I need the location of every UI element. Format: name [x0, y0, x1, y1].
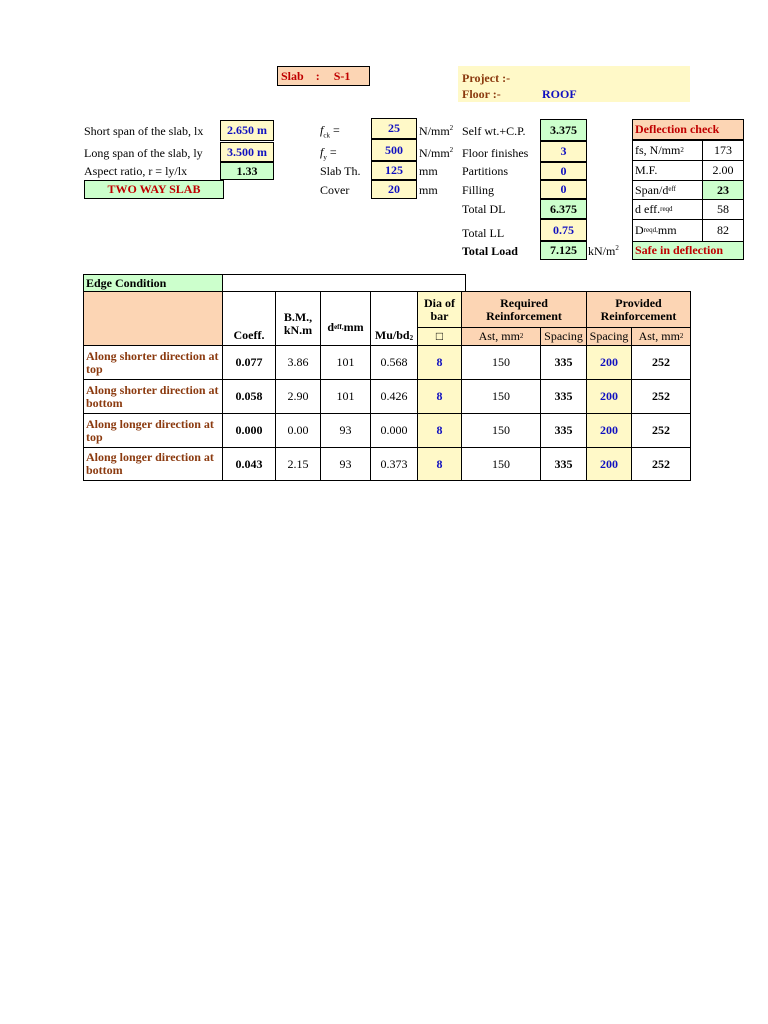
header-provided: Provided Reinforcement	[586, 291, 691, 328]
row-ast-req: 150	[461, 345, 541, 380]
row-ast-prov: 252	[631, 447, 691, 481]
row-bm: 3.86	[275, 345, 321, 380]
deflection-title: Deflection check	[632, 119, 744, 140]
fck-label: $f_{ck}$ =	[320, 123, 340, 140]
total-load-label: Total Load	[462, 244, 518, 258]
row-mubd: 0.568	[370, 345, 418, 380]
edge-condition-label: Edge Condition	[83, 274, 223, 292]
row-ast-req: 150	[461, 447, 541, 481]
total-load-value: 7.125	[540, 241, 587, 260]
cover-unit: mm	[419, 183, 438, 197]
fck-unit: $N/mm^2$	[419, 124, 454, 138]
row-bm: 0.00	[275, 413, 321, 448]
fs-value: 173	[702, 140, 744, 161]
self-wt-label: Self wt.+C.P.	[462, 124, 526, 138]
row-coeff: 0.043	[222, 447, 276, 481]
floor-value: ROOF	[542, 87, 577, 101]
header-spacing-req: Spacing	[540, 327, 587, 346]
slab-value: S-1	[333, 68, 351, 83]
short-span-label: Short span of the slab, lx	[84, 124, 204, 138]
edge-condition-input[interactable]	[222, 274, 466, 292]
deff-reqd-label: d eff. reqd	[632, 199, 703, 220]
row-mubd: 0.000	[370, 413, 418, 448]
slab-colon: :	[315, 68, 320, 83]
slab-label: Slab	[281, 68, 304, 83]
fs-label: fs, N/mm 2	[632, 140, 703, 161]
row-coeff: 0.077	[222, 345, 276, 380]
partitions-value[interactable]: 0	[540, 162, 587, 180]
header-deff: d eff, mm	[320, 291, 371, 346]
dreqd-value: 82	[702, 219, 744, 242]
row-dia[interactable]: 8	[417, 413, 462, 448]
header-ast-req: Ast, mm 2	[461, 327, 541, 346]
row-spacing-req: 335	[540, 413, 587, 448]
header-required: Required Reinforcement	[461, 291, 587, 328]
row-dia[interactable]: 8	[417, 379, 462, 414]
project-label: Project :-	[462, 71, 511, 85]
aspect-label: Aspect ratio, r = ly/lx	[84, 164, 188, 178]
filling-label: Filling	[462, 183, 495, 197]
row-spacing-prov[interactable]: 200	[586, 345, 632, 380]
row-label: Along shorter direction at top	[83, 345, 223, 380]
header-coeff: Coeff.	[222, 291, 276, 346]
row-dia[interactable]: 8	[417, 345, 462, 380]
slab-th-label: Slab Th.	[320, 164, 361, 178]
fy-unit: $N/mm^2$	[419, 146, 454, 160]
header-dia: Dia of bar	[417, 291, 462, 328]
header-blank	[83, 291, 223, 346]
header-spacing-prov: Spacing	[586, 327, 632, 346]
header-dia-symbol: □	[417, 327, 462, 346]
row-spacing-prov[interactable]: 200	[586, 379, 632, 414]
span-deff-value: 23	[702, 180, 744, 200]
row-bm: 2.15	[275, 447, 321, 481]
row-ast-prov: 252	[631, 345, 691, 380]
row-coeff: 0.058	[222, 379, 276, 414]
row-label: Along shorter direction at bottom	[83, 379, 223, 414]
header-bm: B.M., kN.m	[275, 291, 321, 346]
row-spacing-prov[interactable]: 200	[586, 413, 632, 448]
deff-reqd-value: 58	[702, 199, 744, 220]
row-spacing-req: 335	[540, 345, 587, 380]
header-ast-prov: Ast, mm 2	[631, 327, 691, 346]
long-span-label: Long span of the slab, ly	[84, 146, 203, 160]
aspect-value: 1.33	[220, 162, 274, 180]
short-span-value[interactable]: 2.650 m	[220, 120, 274, 141]
header-mubd: Mu/bd $_2$	[370, 291, 418, 346]
row-spacing-req: 335	[540, 379, 587, 414]
row-bm: 2.90	[275, 379, 321, 414]
partitions-label: Partitions	[462, 164, 509, 178]
row-deff: 101	[320, 345, 371, 380]
row-mubd: 0.373	[370, 447, 418, 481]
cover-label: Cover	[320, 183, 350, 197]
row-spacing-prov[interactable]: 200	[586, 447, 632, 481]
deflection-status: Safe in deflection	[632, 241, 744, 260]
floor-finish-value[interactable]: 3	[540, 141, 587, 162]
total-dl-value: 6.375	[540, 199, 587, 219]
mf-label: M.F.	[632, 160, 703, 181]
row-mubd: 0.426	[370, 379, 418, 414]
row-ast-req: 150	[461, 413, 541, 448]
floor-label: Floor :-	[462, 87, 501, 101]
slab-type-badge: TWO WAY SLAB	[84, 180, 224, 199]
floor-finish-label: Floor finishes	[462, 146, 529, 160]
row-label: Along longer direction at top	[83, 413, 223, 448]
span-deff-label: Span/d eff	[632, 180, 703, 200]
fy-value[interactable]: 500	[371, 139, 417, 161]
row-deff: 93	[320, 413, 371, 448]
row-deff: 93	[320, 447, 371, 481]
cover-value[interactable]: 20	[371, 180, 417, 199]
row-ast-prov: 252	[631, 413, 691, 448]
slab-th-value[interactable]: 125	[371, 161, 417, 180]
slab-id-box	[277, 66, 370, 86]
long-span-value[interactable]: 3.500 m	[220, 142, 274, 162]
fy-label: $f_y$ =	[320, 145, 337, 162]
filling-value[interactable]: 0	[540, 180, 587, 199]
row-ast-req: 150	[461, 379, 541, 414]
row-spacing-req: 335	[540, 447, 587, 481]
row-label: Along longer direction at bottom	[83, 447, 223, 481]
row-deff: 101	[320, 379, 371, 414]
row-coeff: 0.000	[222, 413, 276, 448]
dreqd-label: D reqd, mm	[632, 219, 703, 242]
self-wt-value: 3.375	[540, 119, 587, 141]
row-ast-prov: 252	[631, 379, 691, 414]
total-ll-label: Total LL	[462, 226, 505, 240]
row-dia[interactable]: 8	[417, 447, 462, 481]
total-load-unit: $kN/m^2$	[588, 244, 619, 258]
total-dl-label: Total DL	[462, 202, 506, 216]
total-ll-value[interactable]: 0.75	[540, 219, 587, 241]
fck-value[interactable]: 25	[371, 118, 417, 139]
slab-th-unit: mm	[419, 164, 438, 178]
mf-value: 2.00	[702, 160, 744, 181]
